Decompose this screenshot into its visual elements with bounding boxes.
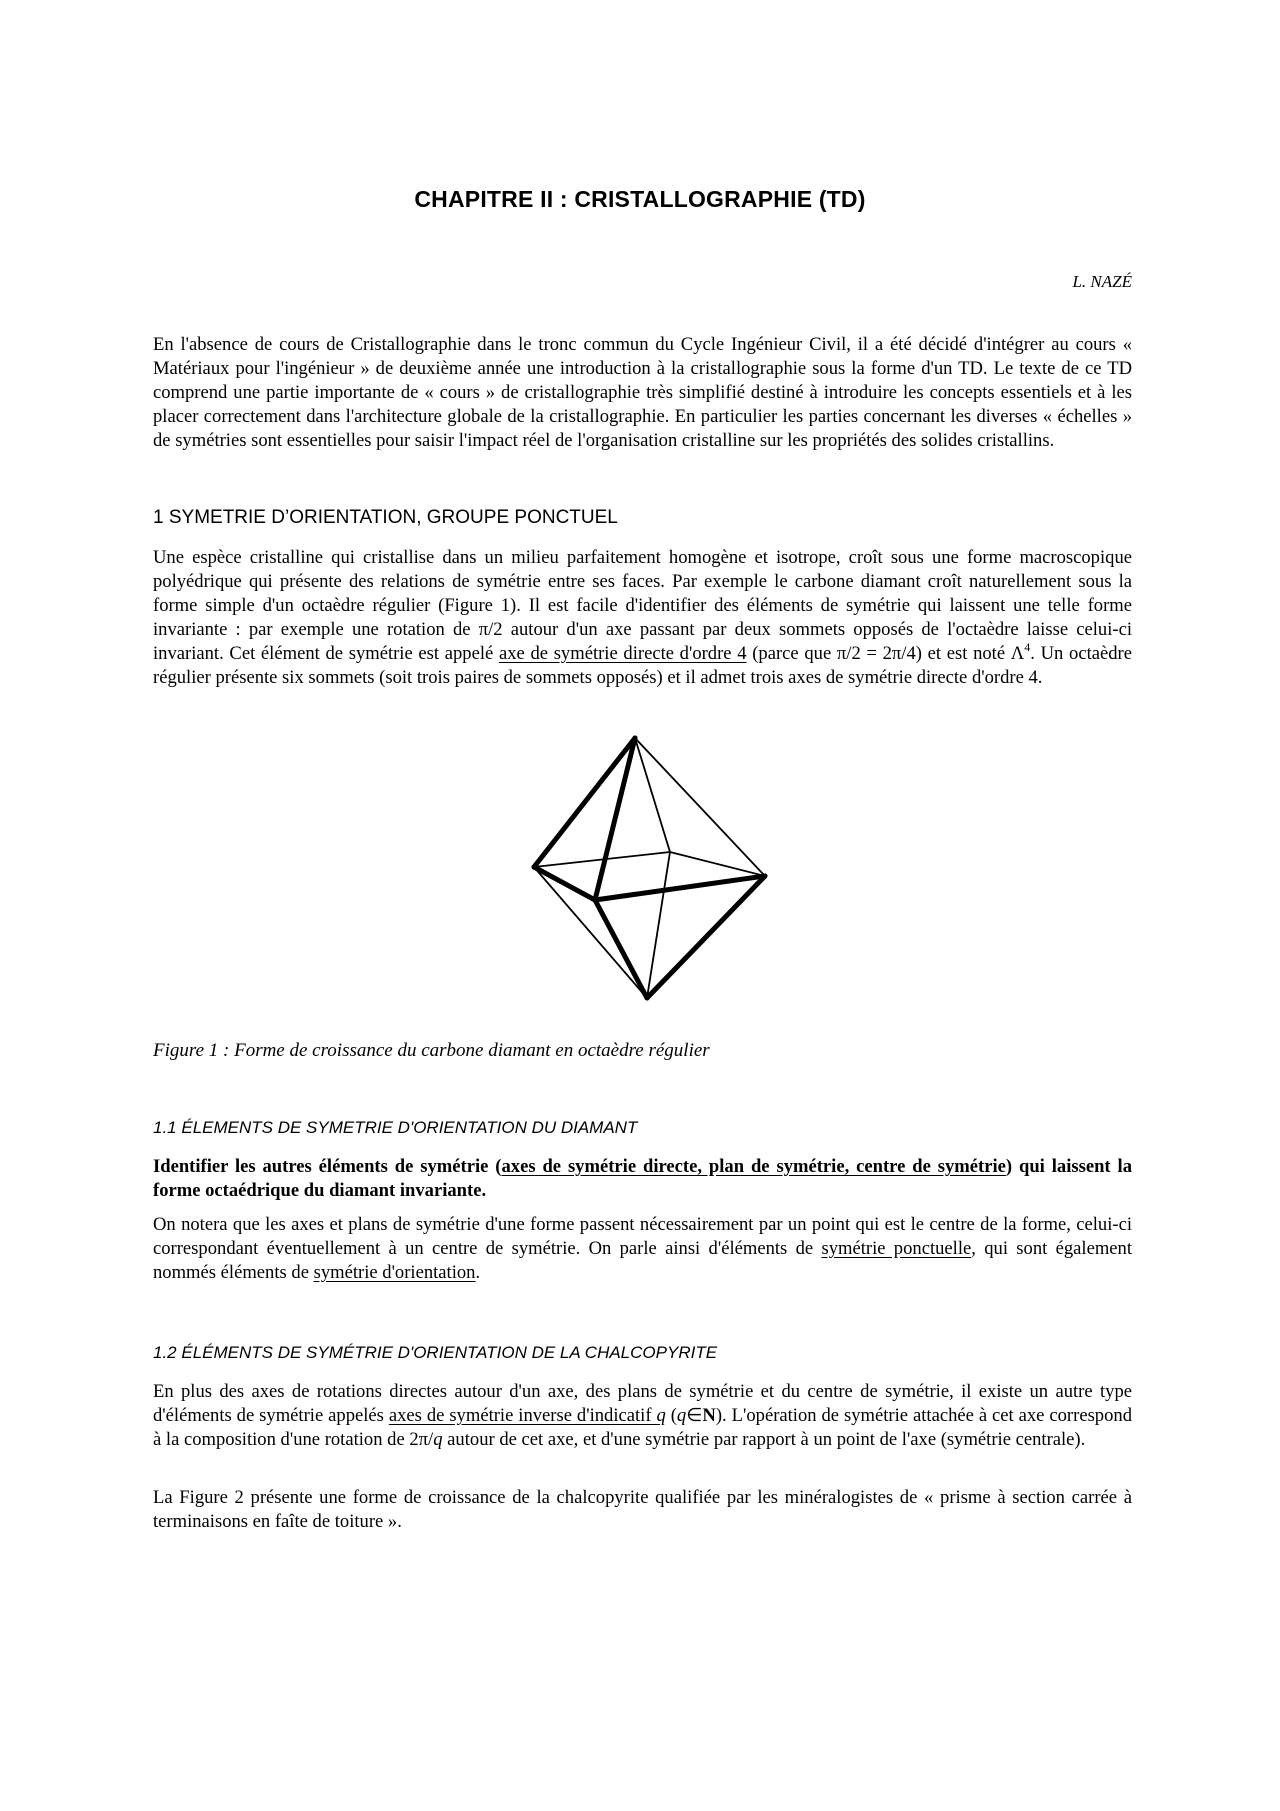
section-1-2-paragraph-1: En plus des axes de rotations directes autour d'un axe, des plans de symétrie et du centre de symétrie, il existe un autre type d'éléments de symétrie appelés axes de symétrie inverse d'indicatif q (q∈N). L'opération de symétrie attachée à cet axe correspond à la composition d'une rotation de 2π/q autour de cet axe, et d'une symétrie par rapport à un point de l'axe (symétrie centrale). bbox=[153, 1381, 1132, 1450]
octahedron-edge-front bbox=[534, 867, 595, 900]
section-1-2-paragraph-2: La Figure 2 présente une forme de croissance de la chalcopyrite qualifiée par les minéralogistes de « prisme à section carrée à terminaisons en faîte de toiture ». bbox=[153, 1487, 1132, 1532]
author-name: L. NAZÉ bbox=[1072, 272, 1132, 291]
section-1-1-heading: 1.1 ÉLEMENTS DE SYMETRIE D'ORIENTATION DU DIAMANT bbox=[153, 1118, 638, 1137]
intro-paragraph: En l'absence de cours de Cristallographie dans le tronc commun du Cycle Ingénieur Civil, il a été décidé d'intégrer au cours « Matériaux pour l'ingénieur » de deuxième année une introduction à la cristallographie sous la forme d'un TD. Le texte de ce TD comprend une partie importante de « cours » de cristallographie très simplifié destiné à introduire les concepts essentiels et à les placer correctement dans l'architecture globale de la cristallographie. En particulier les parties concernant les diverses « échelles » de symétries sont essentielles pour saisir l'impact réel de l'organisation cristalline sur les propriétés des solides cristallins. bbox=[153, 334, 1132, 451]
octahedron-edge-back bbox=[670, 852, 765, 876]
section-1-heading: 1 SYMETRIE D’ORIENTATION, GROUPE PONCTUEL bbox=[153, 507, 618, 528]
octahedron-figure bbox=[500, 728, 790, 1008]
octahedron-edge-front bbox=[595, 876, 765, 900]
page-title: CHAPITRE II : CRISTALLOGRAPHIE (TD) bbox=[414, 186, 866, 212]
term-axis-order-4: axe de symétrie directe d'ordre 4 bbox=[498, 643, 747, 664]
figure-1-caption: Figure 1 : Forme de croissance du carbone diamant en octaèdre régulier bbox=[153, 1040, 710, 1061]
section-1-1-instruction: Identifier les autres éléments de symétrie (axes de symétrie directe, plan de symétrie, centre de symétrie) qui laissent la forme octaédrique du diamant invariante. bbox=[153, 1156, 1132, 1201]
term-axes-inverse: axes de symétrie inverse d'indicatif q bbox=[388, 1405, 666, 1426]
octahedron-edge-front bbox=[647, 876, 765, 998]
term-symetrie-ponctuelle: symétrie ponctuelle bbox=[821, 1238, 972, 1259]
octahedron-edge-back bbox=[635, 738, 670, 852]
section-1-1-paragraph: On notera que les axes et plans de symétrie d'une forme passent nécessairement par un point qui est le centre de la forme, celui-ci correspondant éventuellement à un centre de symétrie. On parle ainsi d'éléments de symétrie ponctuelle, qui sont également nommés éléments de symétrie d'orientation. bbox=[153, 1214, 1133, 1283]
section-1-2-heading: 1.2 ÉLÉMENTS DE SYMÉTRIE D'ORIENTATION DE LA CHALCOPYRITE bbox=[153, 1343, 718, 1362]
octahedron-edge-back bbox=[635, 738, 765, 876]
term-symetrie-orientation: symétrie d'orientation bbox=[313, 1262, 476, 1283]
section-1-paragraph: Une espèce cristalline qui cristallise dans un milieu parfaitement homogène et isotrope, croît sous une forme macroscopique polyédrique qui présente des relations de symétrie entre ses faces. Par exemple le carbone diamant croît naturellement sous la forme simple d'un octaèdre régulier (Figure 1). Il est facile d'identifier des éléments de symétrie qui laissent une telle forme invariante : par exemple une rotation de π/2 autour d'un axe passant par deux sommets opposés de l'octaèdre laisse celui-ci invariant. Cet élément de symétrie est appelé axe de symétrie directe d'ordre 4 (parce que π/2 = 2π/4) et est noté $\Lambda^4$. Un octaèdre régulier présente six sommets (soit trois paires de sommets opposés) et il admet trois axes de symétrie directe d'ordre 4. bbox=[153, 547, 1132, 688]
term-symmetry-elements: axes de symétrie directe, plan de symétrie, centre de symétrie bbox=[501, 1156, 1006, 1177]
octahedron-edge-back bbox=[534, 867, 647, 998]
octahedron-edge-front bbox=[595, 900, 647, 998]
